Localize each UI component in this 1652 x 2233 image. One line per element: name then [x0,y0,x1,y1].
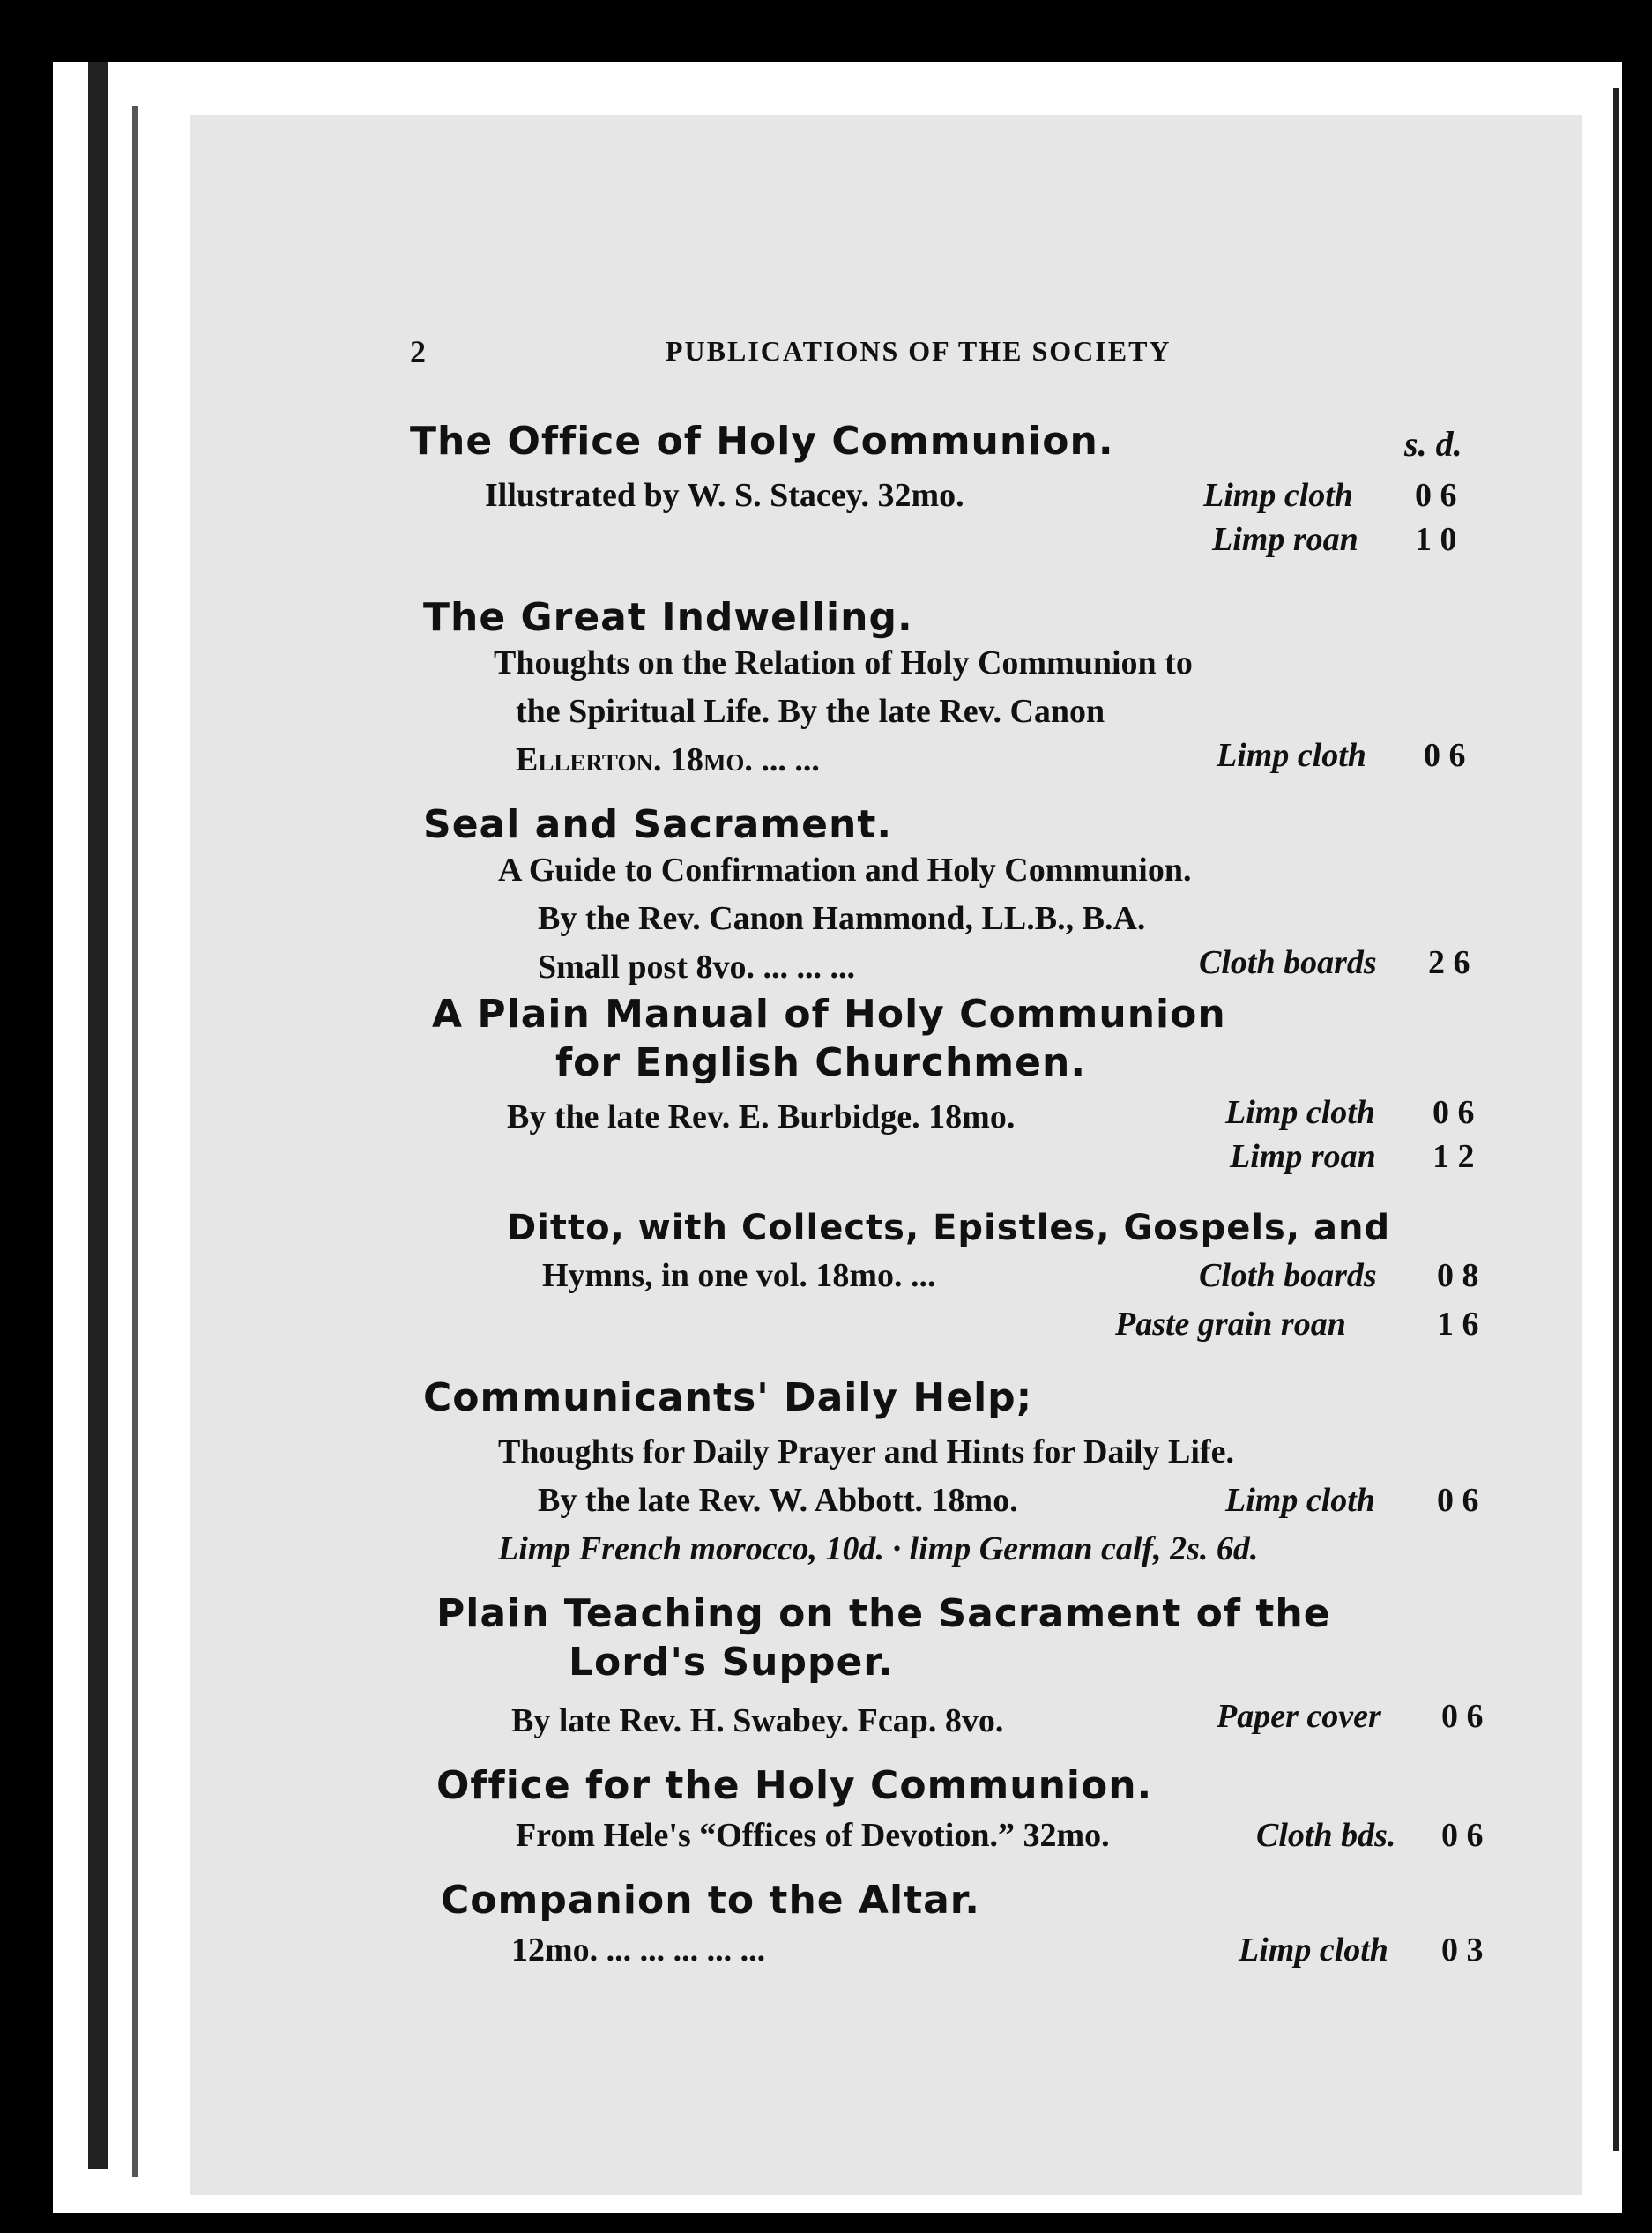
binding-label: Limp cloth [1225,1482,1375,1519]
entry-title: Office for the Holy Communion. [436,1763,1153,1808]
price: 0 6 [1424,737,1466,774]
entry-line: By late Rev. H. Swabey. Fcap. 8vo. [511,1702,1004,1739]
entry-line: Thoughts for Daily Prayer and Hints for Daily Life. [498,1433,1234,1470]
price: 0 6 [1432,1094,1475,1131]
book-spine-edge [88,62,108,2169]
binding-label: Paper cover [1217,1698,1381,1735]
entry-line: From Hele's “Offices of Devotion.” 32mo. [516,1817,1110,1854]
price: 0 6 [1441,1698,1484,1735]
price: 0 6 [1415,477,1457,514]
entry-title-continued: Lord's Supper. [569,1640,894,1685]
entry-line: Thoughts on the Relation of Holy Communion to [494,644,1193,681]
entry-title: Companion to the Altar. [441,1878,980,1923]
entry-title: Communicants' Daily Help; [423,1375,1033,1420]
entry-line: Illustrated by W. S. Stacey. 32mo. [485,477,964,514]
entry-title: Seal and Sacrament. [423,802,893,847]
price: 0 3 [1441,1932,1484,1969]
binding-label: Cloth boards [1199,1257,1377,1294]
entry-line: the Spiritual Life. By the late Rev. Canon [516,693,1105,730]
entry-line: Ellerton. 18mo. ... ... [516,741,820,778]
entry-line: A Guide to Confirmation and Holy Communion. [498,852,1192,889]
price: 0 6 [1437,1482,1479,1519]
binding-label: Limp roan [1212,521,1358,558]
price-column-heading: s. d. [1404,424,1462,464]
entry-title-continued: for English Churchmen. [555,1040,1087,1085]
price: 1 0 [1415,521,1457,558]
entry-line: By the late Rev. W. Abbott. 18mo. [538,1482,1018,1519]
binding-label: Cloth bds. [1256,1817,1396,1854]
entry-title: A Plain Manual of Holy Communion [432,992,1226,1037]
binding-label: Limp roan [1230,1138,1376,1175]
price: 1 6 [1437,1306,1479,1343]
binding-label: Limp cloth [1239,1932,1388,1969]
right-page-edge [1613,88,1619,2151]
price: 0 8 [1437,1257,1479,1294]
binding-label: Limp cloth [1217,737,1366,774]
price: 0 6 [1441,1817,1484,1854]
entry-line: By the late Rev. E. Burbidge. 18mo. [507,1098,1016,1135]
entry-title: Ditto, with Collects, Epistles, Gospels, and [507,1208,1391,1248]
entry-title: Plain Teaching on the Sacrament of the [436,1591,1331,1636]
entry-line: Small post 8vo. ... ... ... [538,949,855,986]
entry-line: Hymns, in one vol. 18mo. ... [542,1257,936,1294]
page-header [410,326,1494,379]
entry-title: The Great Indwelling. [423,595,913,640]
entry-title: The Office of Holy Communion. [410,419,1114,464]
binding-label: Limp cloth [1225,1094,1375,1131]
entry-line: By the Rev. Canon Hammond, LL.B., B.A. [538,900,1146,937]
binding-label: Cloth boards [1199,944,1377,981]
running-title: PUBLICATIONS OF THE SOCIETY [666,335,1172,367]
page-stack-edge [132,106,138,2177]
binding-note: Limp French morocco, 10d. · limp German calf, 2s. 6d. [498,1530,1259,1567]
binding-label: Paste grain roan [1115,1306,1346,1343]
price: 1 2 [1432,1138,1475,1175]
binding-label: Limp cloth [1203,477,1353,514]
price: 2 6 [1428,944,1470,981]
entry-line: 12mo. ... ... ... ... ... [511,1932,766,1969]
page-number: 2 [410,334,426,369]
